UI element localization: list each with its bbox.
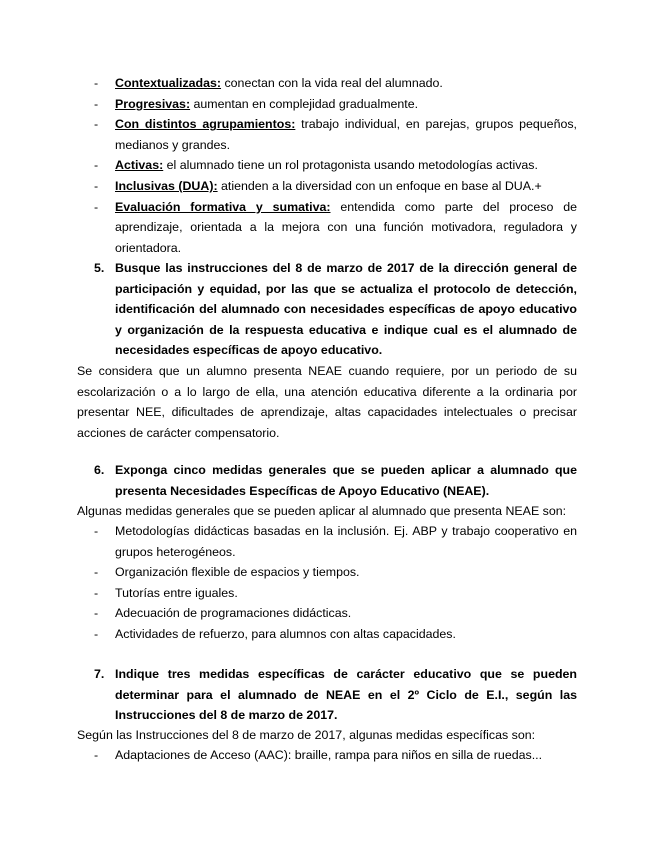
question-6 xyxy=(0,460,655,501)
feature-text: atienden a la diversidad con un enfoque en base al DUA.+ xyxy=(217,178,542,193)
list-item: - Tutorías entre iguales. xyxy=(94,585,238,600)
question-text: Busque las instrucciones del 8 de marzo de 2017 de la dirección general de participación y equidad, por las que se actualiza el protocolo de detección, identificación del alumnado con necesidades específicas de apoyo educativo y organización de la respuesta educativa e indique cual es el alumnado de necesidades específicas de apoyo educativo. xyxy=(115,261,577,358)
list-item: - Activas: el alumnado tiene un rol protagonista usando metodologías activas. xyxy=(94,158,538,173)
answer-6-intro: Algunas medidas generales que se pueden aplicar al alumnado que presenta NEAE son: xyxy=(77,504,567,518)
list-item: - Adecuación de programaciones didácticas. xyxy=(94,606,352,621)
feature-term: Con distintos agrupamientos: xyxy=(115,117,296,132)
feature-text: trabajo individual, en parejas, grupos pequeños, medianos y grandes. xyxy=(115,117,577,152)
list-item: - Actividades de refuerzo, para alumnos con altas capacidades. xyxy=(94,626,456,641)
question-number: 7. xyxy=(94,667,105,681)
question-5 xyxy=(0,258,655,361)
list-item: - Organización flexible de espacios y tiempos. xyxy=(94,565,360,580)
feature-term: Progresivas: xyxy=(115,96,191,111)
list-item: - Inclusivas (DUA): atienden a la diversidad con un enfoque en base al DUA.+ xyxy=(94,178,542,193)
answer-5: Se considera que un alumno presenta NEAE cuando requiere, por un periodo de su escolarización o a lo largo de ella, una atención educativa diferente a la ordinaria por presentar NEE, dificultades de aprendizaje, altas capacidades intelectuales o precisar acciones de carácter compensatorio. xyxy=(77,364,577,440)
feature-text: entendida como parte del proceso de aprendizaje, orientada a la mejora con una función motivadora, reguladora y orientadora. xyxy=(115,199,577,255)
features-list xyxy=(0,73,655,258)
question-number: 6. xyxy=(94,463,105,477)
list-item: - Evaluación formativa y sumativa: entendida como parte del proceso de aprendizaje, orientada a la mejora con una función motivadora, reguladora y orientadora. xyxy=(94,199,577,255)
feature-term: Activas: xyxy=(115,158,164,173)
feature-term: Evaluación formativa y sumativa: xyxy=(115,199,331,214)
list-item: - Contextualizadas: conectan con la vida real del alumnado. xyxy=(94,76,443,90)
feature-term: Contextualizadas: xyxy=(115,76,222,90)
measure-text: Metodologías didácticas basadas en la inclusión. Ej. ABP y trabajo cooperativo en grupos heterogéneos. xyxy=(115,524,577,559)
measure-text: Actividades de refuerzo, para alumnos con altas capacidades. xyxy=(115,626,456,641)
list-item: - Adaptaciones de Acceso (AAC): braille, rampa para niños en silla de ruedas... xyxy=(94,748,543,762)
feature-term: Inclusivas (DUA): xyxy=(115,178,218,193)
measure-text: Organización flexible de espacios y tiempos. xyxy=(115,565,360,580)
list-item: - Con distintos agrupamientos: trabajo individual, en parejas, grupos pequeños, medianos y grandes. xyxy=(94,117,577,152)
specific-measures-list xyxy=(0,745,655,766)
measure-text: Adaptaciones de Acceso (AAC): braille, rampa para niños en silla de ruedas... xyxy=(115,748,543,762)
question-number: 5. xyxy=(94,261,105,275)
feature-text: el alumnado tiene un rol protagonista usando metodologías activas. xyxy=(163,158,538,173)
question-7 xyxy=(0,664,655,726)
measure-text: Adecuación de programaciones didácticas. xyxy=(115,606,352,621)
list-item: - Metodologías didácticas basadas en la inclusión. Ej. ABP y trabajo cooperativo en grupos heterogéneos. xyxy=(94,524,577,559)
measures-list xyxy=(0,521,655,645)
answer-7-intro: Según las Instrucciones del 8 de marzo de 2017, algunas medidas específicas son: xyxy=(77,728,536,742)
measure-text: Tutorías entre iguales. xyxy=(115,585,238,600)
question-text: Indique tres medidas específicas de carácter educativo que se pueden determinar para el alumnado de NEAE en el 2º Ciclo de E.I., según las Instrucciones del 8 de marzo de 2017. xyxy=(115,667,577,723)
feature-text: conectan con la vida real del alumnado. xyxy=(221,76,443,90)
list-item: - Progresivas: aumentan en complejidad gradualmente. xyxy=(94,96,419,111)
feature-text: aumentan en complejidad gradualmente. xyxy=(190,96,419,111)
question-text: Exponga cinco medidas generales que se pueden aplicar a alumnado que presenta Necesidades Específicas de Apoyo Educativo (NEAE). xyxy=(115,463,577,498)
